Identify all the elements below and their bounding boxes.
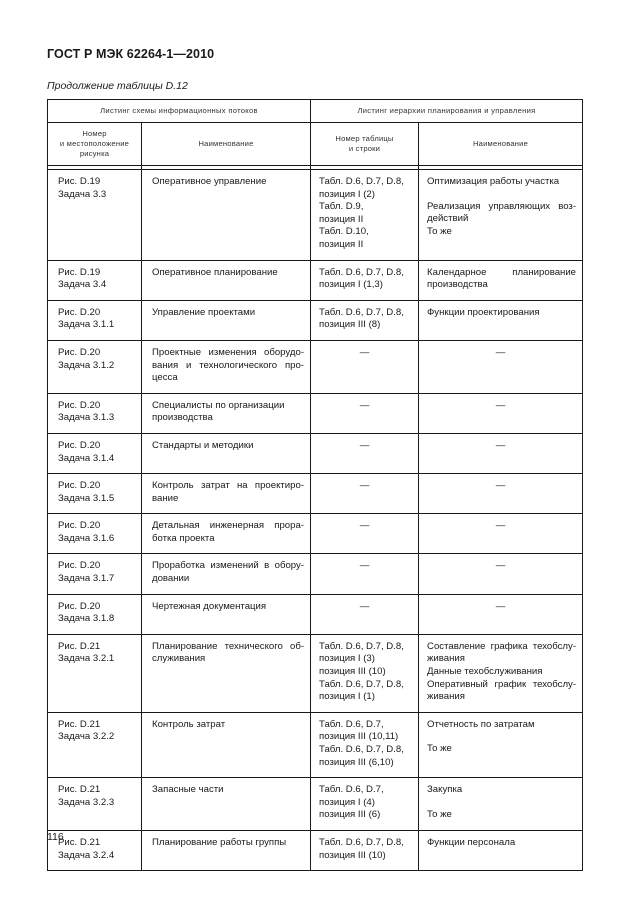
cell-figure: Рис. D.19 Задача 3.4 [48, 260, 142, 300]
cell-name: Оперативное управление [142, 170, 311, 261]
cell-plan-name: — [419, 594, 583, 634]
cell-figure: Рис. D.19 Задача 3.3 [48, 170, 142, 261]
cell-plan-name: — [419, 340, 583, 393]
cell-figure: Рис. D.21 Задача 3.2.2 [48, 712, 142, 777]
cell-figure: Рис. D.20 Задача 3.1.1 [48, 300, 142, 340]
cell-figure: Рис. D.21 Задача 3.2.4 [48, 830, 142, 870]
cell-figure: Рис. D.20 Задача 3.1.8 [48, 594, 142, 634]
cell-table-ref: — [311, 554, 419, 594]
cell-name: Специалисты по организации производства [142, 393, 311, 433]
cell-plan-name: — [419, 433, 583, 473]
cell-table-ref: Табл. D.6, D.7, D.8, позиция III (10) [311, 830, 419, 870]
cell-name: Детальная инженерная прора- ботка проекта [142, 514, 311, 554]
table-row [48, 634, 583, 712]
cell-plan-name: Отчетность по затратам То же [419, 712, 583, 777]
table-row [48, 514, 583, 554]
table-row [48, 778, 583, 831]
data-table [47, 99, 583, 871]
table-row [48, 433, 583, 473]
cell-plan-name: Оптимизация работы участка Реализация управляющих воз- действий То же [419, 170, 583, 261]
cell-table-ref: Табл. D.6, D.7, D.8, позиция I (3) позиция III (10) Табл. D.6, D.7, D.8, позиция I (1) [311, 634, 419, 712]
cell-table-ref: Табл. D.6, D.7, позиция III (10,11) Табл. D.6, D.7, D.8, позиция III (6,10) [311, 712, 419, 777]
cell-figure: Рис. D.21 Задача 3.2.1 [48, 634, 142, 712]
cell-plan-name: Функции проектирования [419, 300, 583, 340]
page-number: 116 [47, 831, 64, 843]
cell-name: Запасные части [142, 778, 311, 831]
cell-plan-name: — [419, 393, 583, 433]
cell-name: Оперативное планирование [142, 260, 311, 300]
table-row [48, 300, 583, 340]
column-header-plan-name: Наименование [419, 123, 583, 166]
cell-table-ref: Табл. D.6, D.7, D.8, позиция I (2) Табл. D.9, позиция II Табл. D.10, позиция II [311, 170, 419, 261]
cell-name: Планирование работы группы [142, 830, 311, 870]
cell-name: Чертежная документация [142, 594, 311, 634]
cell-table-ref: Табл. D.6, D.7, D.8, позиция I (1,3) [311, 260, 419, 300]
table-row [48, 340, 583, 393]
table-row [48, 260, 583, 300]
column-header-table-ref: Номер таблицы и строки [311, 123, 419, 166]
document-header: ГОСТ Р МЭК 62264-1—2010 [47, 47, 215, 61]
cell-table-ref: Табл. D.6, D.7, D.8, позиция III (8) [311, 300, 419, 340]
cell-table-ref: — [311, 514, 419, 554]
cell-plan-name: — [419, 474, 583, 514]
cell-plan-name: Календарное планирование производства [419, 260, 583, 300]
cell-table-ref: — [311, 393, 419, 433]
table-row [48, 594, 583, 634]
column-header-name: Наименование [142, 123, 311, 166]
cell-name: Планирование технического об- служивания [142, 634, 311, 712]
cell-figure: Рис. D.20 Задача 3.1.5 [48, 474, 142, 514]
cell-table-ref: — [311, 340, 419, 393]
cell-name: Контроль затрат [142, 712, 311, 777]
cell-figure: Рис. D.21 Задача 3.2.3 [48, 778, 142, 831]
cell-plan-name: Составление графика техобслу- живания Данные техобслуживания Оперативный график техобслу- живания [419, 634, 583, 712]
cell-table-ref: — [311, 433, 419, 473]
cell-figure: Рис. D.20 Задача 3.1.6 [48, 514, 142, 554]
cell-table-ref: Табл. D.6, D.7, позиция I (4) позиция III (6) [311, 778, 419, 831]
table-caption: Продолжение таблицы D.12 [47, 80, 188, 92]
table-row [48, 170, 583, 261]
cell-name: Стандарты и методики [142, 433, 311, 473]
cell-plan-name: — [419, 514, 583, 554]
cell-figure: Рис. D.20 Задача 3.1.2 [48, 340, 142, 393]
cell-plan-name: — [419, 554, 583, 594]
table-row [48, 554, 583, 594]
cell-figure: Рис. D.20 Задача 3.1.3 [48, 393, 142, 433]
cell-plan-name: Закупка То же [419, 778, 583, 831]
cell-table-ref: — [311, 474, 419, 514]
table-row [48, 830, 583, 870]
cell-name: Проработка изменений в обору- довании [142, 554, 311, 594]
cell-plan-name: Функции персонала [419, 830, 583, 870]
group-header-flow: Листинг схемы информационных потоков [48, 100, 311, 123]
group-header-planning: Листинг иерархии планирования и управления [311, 100, 583, 123]
cell-figure: Рис. D.20 Задача 3.1.7 [48, 554, 142, 594]
table-row [48, 712, 583, 777]
cell-name: Контроль затрат на проектиро- вание [142, 474, 311, 514]
cell-figure: Рис. D.20 Задача 3.1.4 [48, 433, 142, 473]
cell-name: Управление проектами [142, 300, 311, 340]
table-row [48, 393, 583, 433]
cell-table-ref: — [311, 594, 419, 634]
column-header-figure: Номер и местоположение рисунка [48, 123, 142, 166]
table-row [48, 474, 583, 514]
cell-name: Проектные изменения оборудо- вания и технологического про- цесса [142, 340, 311, 393]
